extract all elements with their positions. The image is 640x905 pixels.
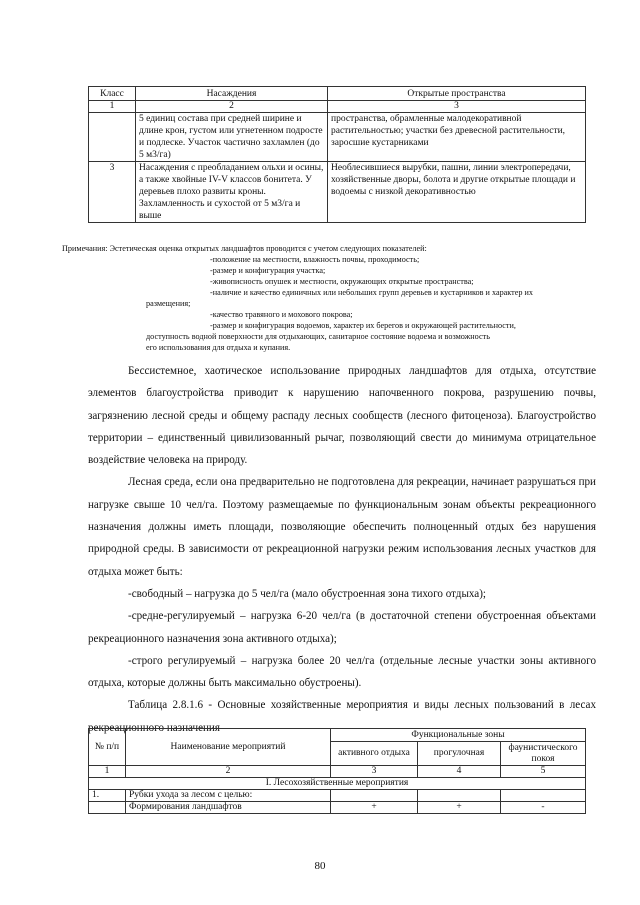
zone-active: активного отдыха [331, 742, 418, 766]
col-header-zones: Функциональные зоны [331, 729, 586, 742]
table-caption: Таблица 2.8.1.6 - Основные хозяйственные мероприятия и виды лесных пользований в лесах рекреационного назначения [88, 699, 596, 734]
paragraph: -свободный – нагрузка до 5 чел/га (мало обустроенная зона тихого отдыха); [128, 587, 486, 600]
cell-open-spaces: Необлесившиеся вырубки, пашни, линии электропередачи, хозяйственные дворы, болота и другие открытые площади и водоемы с низкой декоративностью [328, 162, 586, 223]
cell-activity: Рубки ухода за лесом с целью: [126, 790, 331, 802]
note-item: доступность водной поверхности для отдыхающих, санитарное состояние водоема и возможность [146, 332, 490, 341]
zone-walking: прогулочная [418, 742, 501, 766]
table-row [89, 790, 586, 802]
paragraph: -строго регулируемый – нагрузка более 20 чел/га (отдельные лесные участки зоны активного отдыха, которые должны быть максимально обустроены). [88, 654, 596, 690]
col-number: 2 [136, 101, 328, 113]
cell-empty [418, 790, 501, 802]
note-item: -положение на местности, влажность почвы, проходимость; [210, 255, 420, 264]
page-number: 80 [314, 860, 326, 872]
cell-plantings: 5 единиц состава при средней ширине и длине крон, густом или угнетенном подросте и подлеске. Участок частично захламлен (до 5 м3/га) [136, 113, 328, 162]
cell-open-spaces: пространства, обрамленные малодекоративной растительностью; участки без древесной растительности, заросшие кустарниками [328, 113, 586, 162]
cell-empty [89, 802, 126, 814]
cell-plantings: Насаждения с преобладанием ольхи и осины, а также хвойные IV-V классов бонитета. У деревьев плохо развиты кроны. Захламленность и сухостой от 5 м3/га и выше [136, 162, 328, 223]
paragraph: Лесная среда, если она предварительно не подготовлена для рекреации, начинает разрушаться при нагрузке свыше 10 чел/га. Поэтому размещаемые по функциональным зонам объекты рекреационного назначения должны иметь площади, позволяющие обеспечить полноценный отдых без нарушения природной среды. В зависимости от рекреационной нагрузки режим использования лесных участков для отдыха может быть: [88, 476, 596, 578]
table-notes [62, 243, 602, 353]
paragraph: Бессистемное, хаотическое использование природных ландшафтов для отдыха, отсутствие элементов благоустройства приводит к нарушению напочвенного покрова, разрушению почвы, загрязнению лесной среды и общему распаду лесных сообществ (лесного фитоценоза). Благоустройство территории – единственный цивилизованный рычаг, позволяющий свести до минимума отрицательное воздействие человека на природу. [88, 365, 596, 467]
col-number: 3 [328, 101, 586, 113]
note-item: его использования для отдыха и купания. [146, 343, 291, 352]
landscape-class-table [88, 86, 586, 223]
col-number: 4 [418, 766, 501, 778]
cell-number: 1. [89, 790, 126, 802]
cell-value: - [501, 802, 586, 814]
cell-value: + [331, 802, 418, 814]
cell-empty [331, 790, 418, 802]
col-header-number: № п/п [89, 729, 126, 766]
col-header-class: Класс [89, 87, 136, 101]
table-row [89, 113, 586, 162]
section-header: I. Лесохозяйственные мероприятия [89, 778, 586, 790]
note-item: -размер и конфигурация участка; [210, 266, 326, 275]
note-item: размещения; [146, 299, 191, 308]
note-item: -наличие и качество единичных или небольших групп деревьев и кустарников и характер их [210, 288, 534, 297]
table-row [89, 802, 586, 814]
zone-fauna: фаунистического покоя [501, 742, 586, 766]
col-number: 3 [331, 766, 418, 778]
paragraph: -средне-регулируемый – нагрузка 6-20 чел/га (в достаточной степени обустроенная объектами рекреационного назначения зона активного отдыха); [88, 610, 596, 645]
notes-heading: Примечания: Эстетическая оценка открытых ландшафтов проводится с учетом следующих показателей: [62, 244, 427, 253]
note-item: -размер и конфигурация водоемов, характер их берегов и окружающей растительности, [210, 321, 516, 330]
note-item: -живописность опушек и местности, окружающих открытые пространства; [210, 277, 474, 286]
col-header-activity: Наименование мероприятий [126, 729, 331, 766]
col-number: 5 [501, 766, 586, 778]
col-number: 2 [126, 766, 331, 778]
cell-activity: Формирования ландшафтов [126, 802, 331, 814]
cell-empty [501, 790, 586, 802]
body-text [88, 360, 596, 739]
activities-table [88, 728, 586, 814]
col-number: 1 [89, 766, 126, 778]
cell-class: 3 [89, 162, 136, 223]
cell-class [89, 113, 136, 162]
cell-value: + [418, 802, 501, 814]
table-row [89, 162, 586, 223]
col-header-plantings: Насаждения [136, 87, 328, 101]
col-header-open-spaces: Открытые пространства [328, 87, 586, 101]
note-item: -качество травяного и мохового покрова; [210, 310, 353, 319]
col-number: 1 [89, 101, 136, 113]
